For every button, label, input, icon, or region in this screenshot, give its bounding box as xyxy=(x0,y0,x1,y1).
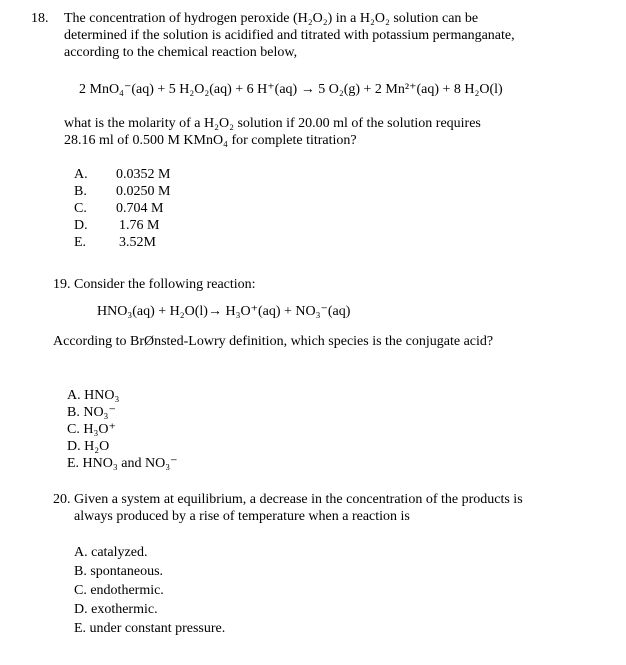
q18-option-b-text: 0.0250 M xyxy=(116,184,171,199)
q18-option-a-letter: A. xyxy=(74,167,88,182)
q19-option-a: A. HNO₃ xyxy=(67,388,120,403)
q18-option-c-text: 0.704 M xyxy=(116,201,164,216)
q20-option-b: B. spontaneous. xyxy=(74,564,164,579)
q18-question-line-1: what is the molarity of a H₂O₂ solution if 20.00 ml of the solution requires xyxy=(64,116,481,131)
q20-option-a: A. catalyzed. xyxy=(74,545,148,560)
q18-number: 18. xyxy=(31,11,49,26)
q18-option-d-letter: D. xyxy=(74,218,88,233)
q18-stem-line-3: according to the chemical reaction below, xyxy=(64,45,298,60)
q18-option-e-text: 3.52M xyxy=(119,235,156,250)
q20-stem-line-1: 20. Given a system at equilibrium, a decrease in the concentration of the products is xyxy=(53,492,523,507)
q19-option-d: D. H₂O xyxy=(67,439,110,454)
q18-option-b-letter: B. xyxy=(74,184,87,199)
q18-option-c-letter: C. xyxy=(74,201,87,216)
q20-option-d: D. exothermic. xyxy=(74,602,158,617)
q19-equation: HNO₃(aq) + H₂O(l)→ H₃O⁺(aq) + NO₃⁻(aq) xyxy=(97,304,351,319)
q19-option-b: B. NO₃⁻ xyxy=(67,405,116,420)
q20-stem-line-2: always produced by a rise of temperature when a reaction is xyxy=(74,509,410,524)
q20-option-e: E. under constant pressure. xyxy=(74,621,226,636)
q19-intro: 19. Consider the following reaction: xyxy=(53,277,256,292)
q18-option-a-text: 0.0352 M xyxy=(116,167,171,182)
q19-question: According to BrØnsted-Lowry definition, which species is the conjugate acid? xyxy=(53,334,494,349)
q18-option-e-letter: E. xyxy=(74,235,87,250)
q18-option-d-text: 1.76 M xyxy=(119,218,160,233)
q18-stem-line-1: The concentration of hydrogen peroxide (H₂O₂) in a H₂O₂ solution can be xyxy=(64,11,479,26)
q19-option-e: E. HNO₃ and NO₃⁻ xyxy=(67,456,178,471)
q18-equation: 2 MnO₄⁻(aq) + 5 H₂O₂(aq) + 6 H⁺(aq) → 5 O₂(g) + 2 Mn²⁺(aq) + 8 H₂O(l) xyxy=(79,82,503,97)
q20-option-c: C. endothermic. xyxy=(74,583,164,598)
q18-question-line-2: 28.16 ml of 0.500 M KMnO₄ for complete titration? xyxy=(64,133,357,148)
q18-stem-line-2: determined if the solution is acidified and titrated with potassium permanganate, xyxy=(64,28,515,43)
q19-option-c: C. H₃O⁺ xyxy=(67,422,116,437)
